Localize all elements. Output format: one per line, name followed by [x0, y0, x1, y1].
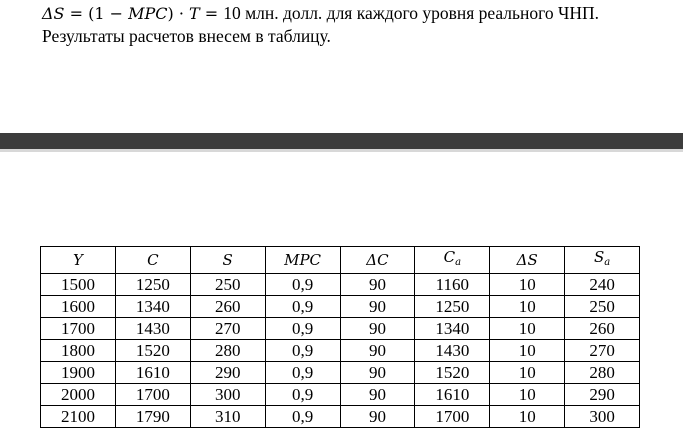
- column-header: [41, 247, 116, 274]
- table-row: [41, 318, 640, 340]
- table-cell: 10: [490, 362, 565, 384]
- table-cell: 1430: [115, 318, 190, 340]
- table-cell: 250: [190, 274, 265, 296]
- column-header-symbol: C: [147, 250, 159, 269]
- table-cell: 90: [340, 340, 415, 362]
- page-divider-shadow: [0, 149, 683, 152]
- column-header-symbol: Y: [72, 250, 83, 269]
- intro-paragraph: [42, 2, 672, 48]
- table-header-row: [41, 247, 640, 274]
- column-header: [340, 247, 415, 274]
- formula-mid: ) ·: [167, 4, 189, 23]
- table-cell: 0,9: [265, 362, 340, 384]
- table-body: [41, 274, 640, 428]
- column-header-symbol: MPC: [284, 250, 322, 269]
- table-cell: 0,9: [265, 406, 340, 428]
- table-cell: 90: [340, 406, 415, 428]
- table-cell: 300: [565, 406, 640, 428]
- table-cell: 0,9: [265, 274, 340, 296]
- table-cell: 1250: [415, 296, 490, 318]
- table-cell: 0,9: [265, 340, 340, 362]
- table-cell: 1700: [41, 318, 116, 340]
- table-cell: 10: [490, 384, 565, 406]
- table-row: [41, 406, 640, 428]
- column-header-symbol: S: [593, 248, 605, 266]
- table-cell: 290: [190, 362, 265, 384]
- table-cell: 1700: [115, 384, 190, 406]
- table-row: [41, 362, 640, 384]
- table-cell: 1520: [415, 362, 490, 384]
- column-header-symbol: C: [443, 248, 456, 266]
- table-row: [41, 340, 640, 362]
- column-header-symbol: S: [222, 250, 233, 269]
- table-cell: 1800: [41, 340, 116, 362]
- table-cell: 280: [190, 340, 265, 362]
- column-header: [565, 247, 640, 274]
- page-divider-band: [0, 133, 683, 149]
- table-cell: 1250: [115, 274, 190, 296]
- table-cell: 310: [190, 406, 265, 428]
- table-cell: 240: [565, 274, 640, 296]
- formula-mpc: MPC: [128, 4, 168, 23]
- column-header: [490, 247, 565, 274]
- column-header: [115, 247, 190, 274]
- table-cell: 2100: [41, 406, 116, 428]
- table-row: [41, 384, 640, 406]
- results-table: [40, 246, 640, 428]
- table-cell: 1600: [41, 296, 116, 318]
- column-header: [265, 247, 340, 274]
- table-cell: 90: [340, 318, 415, 340]
- table-cell: 1790: [115, 406, 190, 428]
- table-cell: 1900: [41, 362, 116, 384]
- table-cell: 10: [490, 296, 565, 318]
- table-cell: 1700: [415, 406, 490, 428]
- table-cell: 260: [565, 318, 640, 340]
- table-cell: 300: [190, 384, 265, 406]
- column-header-subscript: a: [455, 257, 462, 268]
- formula-eq: = (1 −: [64, 4, 129, 23]
- table-cell: 1520: [115, 340, 190, 362]
- table-cell: 250: [565, 296, 640, 318]
- table-cell: 270: [190, 318, 265, 340]
- table-cell: 10: [490, 274, 565, 296]
- table-cell: 1500: [41, 274, 116, 296]
- table-cell: 1160: [415, 274, 490, 296]
- column-header-subscript: a: [604, 257, 611, 268]
- formula-result-text: 10 млн. долл. для каждого уровня реального ЧНП.: [223, 3, 600, 23]
- results-sentence: Результаты расчетов внесем в таблицу.: [42, 26, 331, 46]
- table-cell: 90: [340, 274, 415, 296]
- table-cell: 90: [340, 384, 415, 406]
- formula: [42, 4, 223, 23]
- column-header: [415, 247, 490, 274]
- table-cell: 90: [340, 362, 415, 384]
- table-cell: 290: [565, 384, 640, 406]
- formula-lhs: ΔS: [42, 4, 65, 23]
- table-cell: 10: [490, 406, 565, 428]
- column-header-symbol: ΔC: [366, 250, 389, 269]
- table-cell: 0,9: [265, 296, 340, 318]
- table-cell: 1340: [115, 296, 190, 318]
- column-header-symbol: ΔS: [516, 250, 538, 269]
- table-cell: 0,9: [265, 384, 340, 406]
- table-cell: 2000: [41, 384, 116, 406]
- column-header: [190, 247, 265, 274]
- table-cell: 90: [340, 296, 415, 318]
- table-cell: 10: [490, 318, 565, 340]
- table-cell: 1430: [415, 340, 490, 362]
- formula-rhs: =: [199, 4, 224, 23]
- table-cell: 1340: [415, 318, 490, 340]
- table-cell: 1610: [415, 384, 490, 406]
- table-row: [41, 274, 640, 296]
- formula-t: T: [188, 4, 200, 23]
- table-cell: 260: [190, 296, 265, 318]
- table-cell: 10: [490, 340, 565, 362]
- table-cell: 1610: [115, 362, 190, 384]
- table-cell: 0,9: [265, 318, 340, 340]
- formula-line: [42, 2, 672, 25]
- table-row: [41, 296, 640, 318]
- table-cell: 270: [565, 340, 640, 362]
- table-cell: 280: [565, 362, 640, 384]
